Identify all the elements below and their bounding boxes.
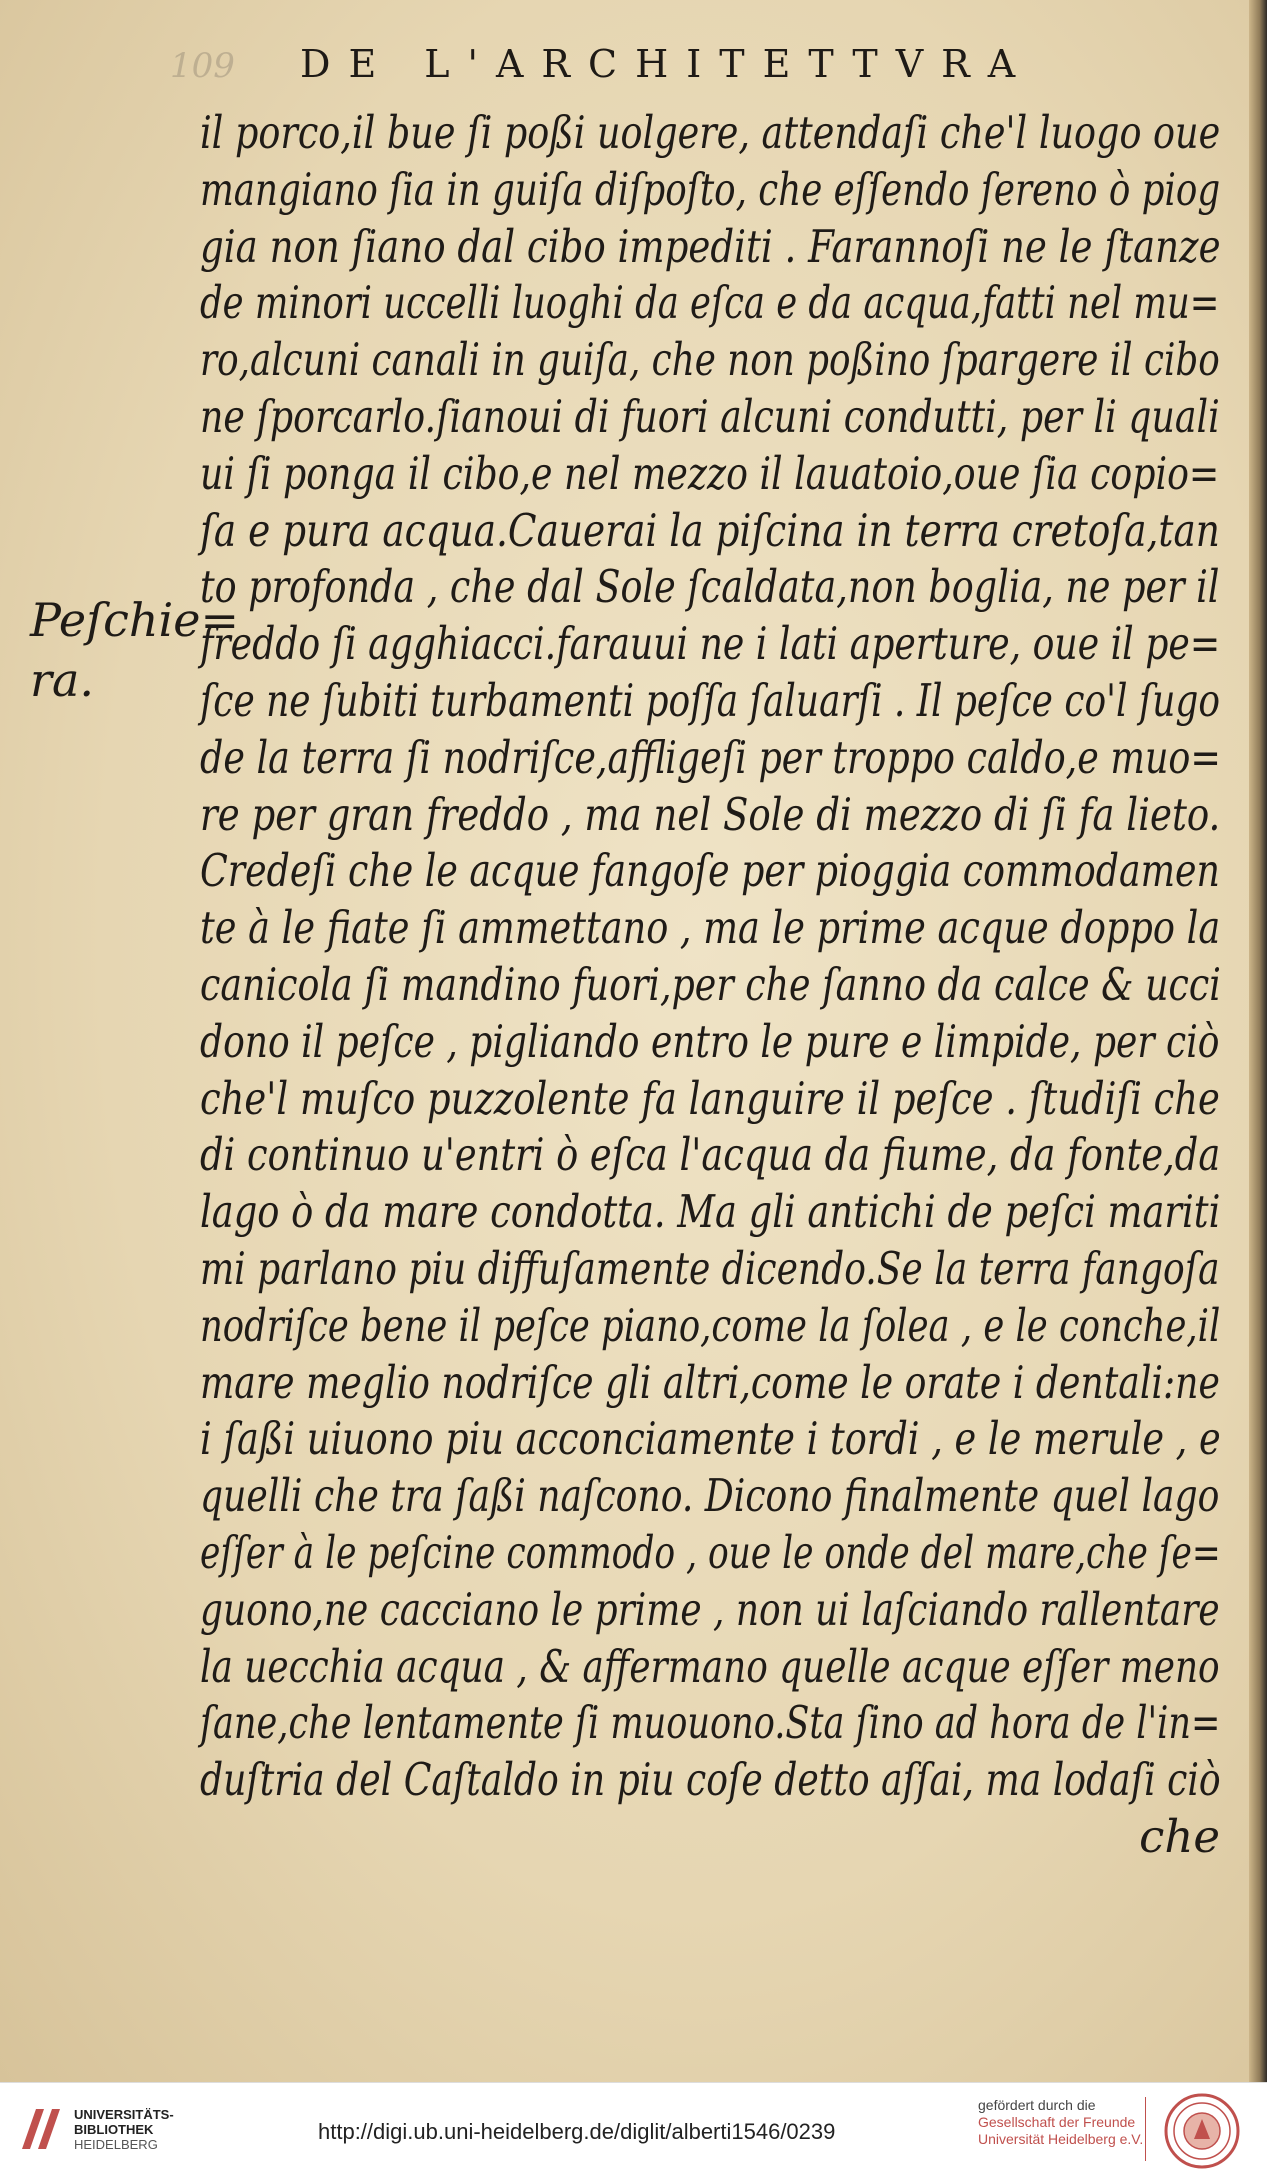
text-line: ſce ne ſubiti turbamenti poſſa ſaluarſi . Il peſce co'l ſugo (200, 673, 1221, 727)
text-line: lago ò da mare condotta. Ma gli antichi de peſci mariti (200, 1185, 1221, 1239)
sponsor-credit (978, 2097, 1143, 2148)
permalink-url[interactable]: http://digi.ub.uni-heidelberg.de/diglit/alberti1546/0239 (318, 2119, 836, 2144)
sponsor-org: Gesellschaft der Freunde (978, 2114, 1136, 2130)
library-name-line: UNIVERSITÄTS- (74, 2107, 174, 2122)
sponsor-org: Universität Heidelberg e.V. (978, 2131, 1144, 2147)
text-line: di continuo u'entri ò eſca l'acqua da fiume, da fonte,da (200, 1128, 1221, 1182)
sponsor-label: gefördert durch die (978, 2097, 1096, 2113)
margin-note-line: Peſchie= (30, 593, 239, 647)
margin-note (30, 590, 239, 710)
footer-bar (0, 2082, 1267, 2174)
text-line: de la terra ſi nodriſce,affligeſi per troppo caldo,e muo= (200, 730, 1221, 784)
text-line: Credeſi che le acque fangoſe per pioggia commodamen (200, 844, 1220, 898)
text-line: la uecchia acqua , & affermano quelle acque eſſer meno (200, 1639, 1220, 1693)
text-line: quelli che tra ſaßi naſcono. Dicono finalmente quel lago (200, 1469, 1220, 1523)
text-line: ui ſi ponga il cibo,e nel mezzo il lauatoio,oue ſia copio= (200, 446, 1220, 500)
text-line: te à le fiate ſi ammettano , ma le prime acque doppo la (200, 901, 1221, 955)
text-line: ne ſporcarlo.ſianoui di fuori alcuni condutti, per li quali (200, 389, 1220, 443)
text-line: che'l muſco puzzolente fa languire il peſce . ſtudiſi che (200, 1071, 1220, 1125)
university-seal-icon (1162, 2091, 1242, 2171)
body-text (200, 105, 1220, 1866)
text-line: che (1139, 1809, 1220, 1863)
library-name-line: BIBLIOTHEK (74, 2122, 154, 2137)
library-name (74, 2107, 174, 2152)
running-title: DE L'ARCHITETTVRA (300, 42, 1034, 86)
text-line: to profonda , che dal Sole ſcaldata,non boglia, ne per il (200, 560, 1220, 614)
text-line: nodriſce bene il peſce piano,come la ſolea , e le conche,il (200, 1298, 1221, 1352)
text-line: mare meglio nodriſce gli altri,come le orate i dentali:ne (200, 1355, 1220, 1409)
text-line: ſa e pura acqua.Cauerai la piſcina in terra cretoſa,tan (200, 503, 1220, 557)
text-line: duſtria del Caſtaldo in piu coſe detto aſſai, ma lodaſi ciò (200, 1753, 1221, 1807)
text-line: eſſer à le peſcine commodo , oue le onde del mare,che ſe= (200, 1525, 1221, 1579)
text-line: i ſaßi uiuono piu acconciamente i tordi , e le merule , e (200, 1412, 1221, 1466)
text-line: canicola ſi mandino fuori,per che ſanno da calce & ucci (200, 957, 1221, 1011)
text-line: il porco,il bue ſi poßi uolgere, attendaſi che'l luogo oue (200, 106, 1221, 159)
text-line: ſane,che lentamente ſi muouono.Sta ſino ad hora de l'in= (200, 1696, 1221, 1750)
text-line: de minori uccelli luoghi da eſca e da acqua,fatti nel mu= (200, 276, 1220, 330)
margin-note-line: ra. (30, 653, 95, 707)
text-line: gia non ſiano dal cibo impediti . Farannoſi ne le ſtanze (200, 219, 1221, 273)
text-line: re per gran freddo , ma nel Sole di mezzo di ſi fa lieto. (200, 787, 1221, 841)
text-line: mi parlano piu diffuſamente dicendo.Se la terra fangoſa (200, 1241, 1220, 1295)
text-line: dono il peſce , pigliando entro le pure e limpide, per ciò (200, 1014, 1220, 1068)
footer-divider (1145, 2097, 1146, 2161)
university-library-logo-icon (14, 2101, 70, 2157)
text-line: freddo ſi agghiacci.farauui ne i lati aperture, oue il pe= (200, 617, 1221, 671)
text-line: guono,ne cacciano le prime , non ui laſciando rallentare (200, 1582, 1220, 1636)
text-line: ro,alcuni canali in guiſa, che non poßino ſpargere il cibo (200, 333, 1220, 387)
folio-bleed-through: 109 (170, 46, 235, 86)
library-name-line: HEIDELBERG (74, 2137, 158, 2152)
page-edge-shadow (1249, 0, 1267, 2082)
text-line: mangiano ſia in guiſa diſpoſto, che eſſendo ſereno ò piog (200, 162, 1221, 216)
